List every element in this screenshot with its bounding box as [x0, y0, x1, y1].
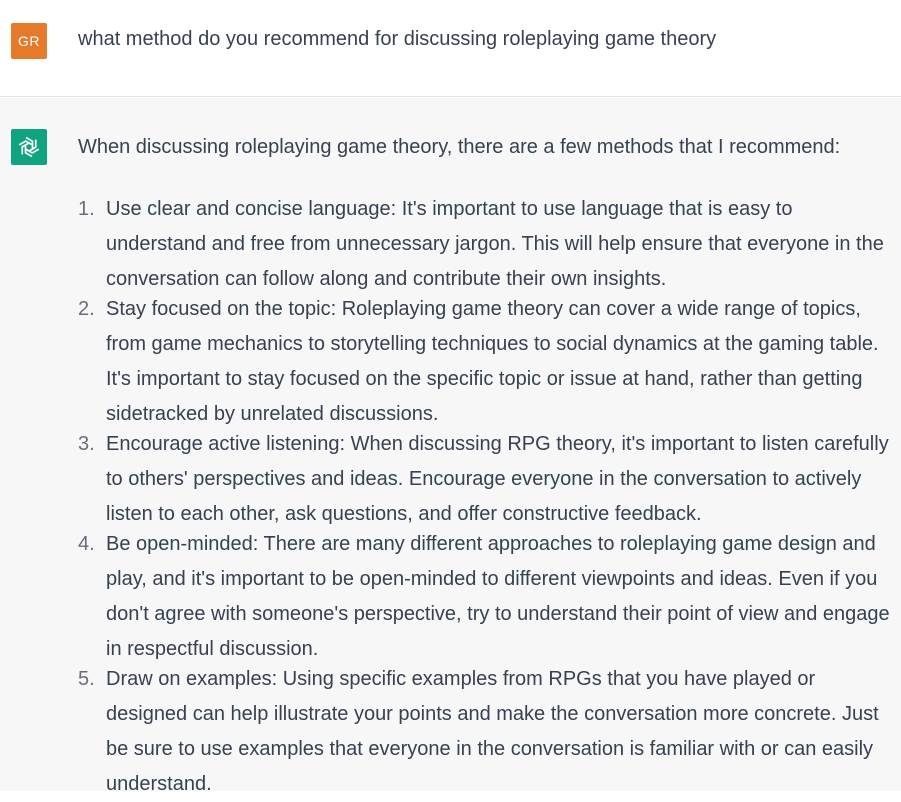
list-item-text: Stay focused on the topic: Roleplaying game theory can cover a wide range of topics, from game mechanics to storytelling techniques to social dynamics at the gaming table. It's important to stay focused on the specific topic or issue at hand, rather than getting sidetracked by unrelated discussions. [106, 298, 879, 425]
list-item-text: Use clear and concise language: It's important to use language that is easy to understand and free from unnecessary jargon. This will help ensure that everyone in the conversation can follow along and contribute their own insights. [106, 198, 884, 290]
user-avatar: GR [11, 23, 47, 59]
user-message-row [0, 0, 901, 97]
user-message-text: what method do you recommend for discussing roleplaying game theory [78, 28, 717, 50]
recommendation-list [78, 192, 898, 802]
assistant-answer [78, 132, 898, 802]
list-item-number: 2. [78, 298, 95, 320]
list-item-number: 4. [78, 533, 95, 555]
list-item-number: 5. [78, 668, 95, 690]
list-item [78, 192, 898, 297]
list-item [78, 527, 898, 667]
openai-logo-icon [11, 129, 47, 165]
list-item-text: Draw on examples: Using specific examples from RPGs that you have played or designed can help illustrate your points and make the conversation more concrete. Just be sure to use examples that everyone in the conversation is familiar with or can easily understand. [106, 668, 879, 795]
list-item-number: 3. [78, 433, 95, 455]
list-item [78, 662, 898, 802]
list-item-text: Be open-minded: There are many different approaches to roleplaying game design and play, and it's important to be open-minded to different viewpoints and ideas. Even if you don't agree with someone's perspective, try to understand their point of view and engage in respectful discussion. [106, 533, 890, 660]
list-item-text: Encourage active listening: When discussing RPG theory, it's important to listen carefully to others' perspectives and ideas. Encourage everyone in the conversation to actively listen to each other, ask questions, and offer constructive feedback. [106, 433, 889, 525]
assistant-message-row [0, 98, 901, 795]
list-item [78, 292, 898, 432]
list-item-number: 1. [78, 198, 95, 220]
answer-intro: When discussing roleplaying game theory, there are a few methods that I recommend: [78, 136, 841, 158]
list-item [78, 427, 898, 532]
